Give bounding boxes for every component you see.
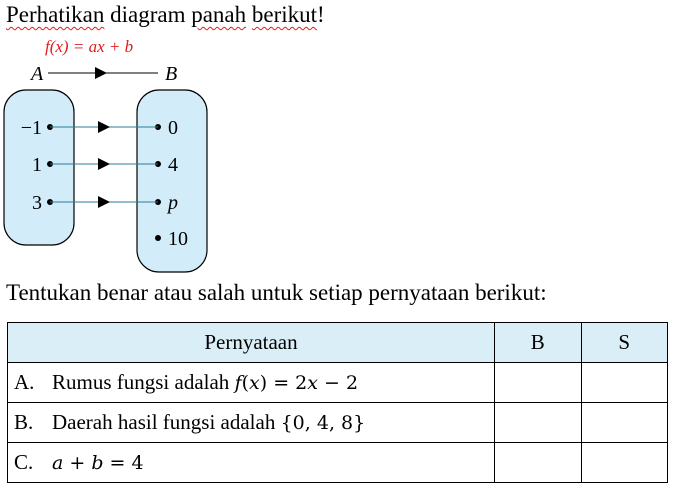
mapping-arrowhead — [98, 196, 110, 208]
heading-part: ! — [317, 2, 325, 27]
false-answer-cell[interactable] — [581, 443, 667, 483]
statement-table — [7, 322, 668, 483]
statement-cell — [8, 403, 495, 443]
statement-math: {0, 4, 8} — [280, 412, 366, 434]
mapping-arrowhead — [98, 121, 110, 133]
statement-math: f(x) = 2x − 2 — [234, 372, 359, 394]
set-a-label: A — [31, 63, 44, 85]
heading-part: Perhatikan — [6, 2, 105, 27]
domain-label: 3 — [32, 192, 42, 214]
statement-math: a + b = 4 — [52, 452, 144, 474]
header-false: S — [581, 323, 667, 363]
codomain-label: 10 — [168, 228, 188, 250]
set-arrowhead — [95, 67, 107, 79]
statement-text: Rumus fungsi adalah — [52, 370, 235, 394]
set-b-label: B — [165, 63, 178, 85]
codomain-label: 4 — [168, 154, 178, 176]
function-label: f(x) = ax + b — [45, 37, 134, 56]
codomain-label: 0 — [168, 117, 178, 139]
codomain-dot — [155, 235, 161, 241]
statement-cell — [8, 363, 495, 403]
instruction-text: Tentukan benar atau salah untuk setiap pernyataan berikut: — [6, 280, 547, 305]
arrow-diagram — [0, 30, 260, 278]
heading-part: berikut — [251, 2, 318, 27]
table-row — [8, 443, 668, 483]
heading — [6, 2, 325, 28]
false-answer-cell[interactable] — [581, 403, 667, 443]
domain-label: −1 — [20, 117, 42, 139]
table-row — [8, 403, 668, 443]
true-answer-cell[interactable] — [494, 363, 581, 403]
statement-letter: A. — [14, 370, 35, 394]
header-statement: Pernyataan — [8, 323, 495, 363]
table-row — [8, 363, 668, 403]
true-answer-cell[interactable] — [494, 403, 581, 443]
heading-part: panah — [191, 2, 247, 27]
statement-cell — [8, 443, 495, 483]
codomain-label: p — [168, 192, 178, 214]
statement-letter: C. — [14, 450, 34, 474]
header-true: B — [494, 323, 581, 363]
statement-text: Daerah hasil fungsi adalah — [52, 410, 281, 434]
domain-label: 1 — [32, 154, 42, 176]
table-header-row — [8, 323, 668, 363]
true-answer-cell[interactable] — [494, 443, 581, 483]
heading-part: diagram — [104, 2, 192, 27]
false-answer-cell[interactable] — [581, 363, 667, 403]
statement-letter: B. — [14, 410, 34, 434]
mapping-arrowhead — [98, 158, 110, 170]
